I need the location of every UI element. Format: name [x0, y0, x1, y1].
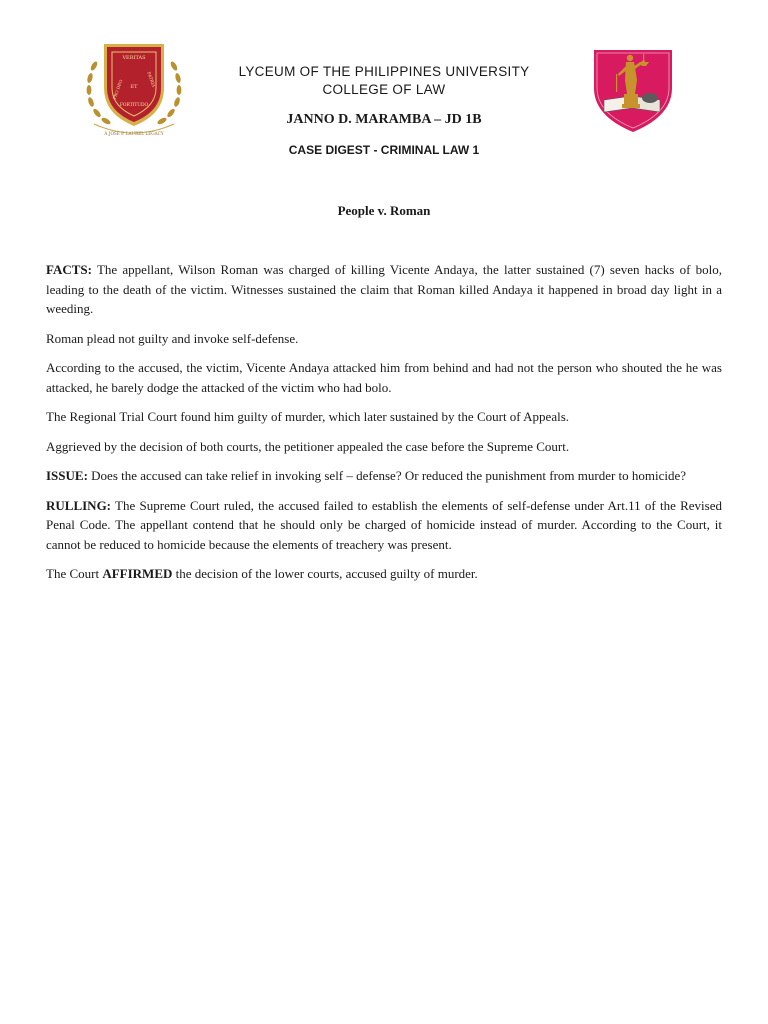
plea-text: Roman plead not guilty and invoke self-defense.: [46, 330, 299, 346]
disposition-suffix: the decision of the lower courts, accused guilty of murder.: [172, 566, 478, 581]
ruling-label: RULLING:: [46, 497, 112, 513]
accused-account-text: According to the accused, the victim, Vicente Andaya attacked him from behind and had not the person who shouted the he was attacked, he barely dodge the attacked of the victim who had bolo.: [46, 360, 722, 395]
university-name: LYCEUM OF THE PHILIPPINES UNIVERSITY: [238, 64, 530, 79]
digest-label: CASE DIGEST - CRIMINAL LAW 1: [288, 143, 480, 157]
paragraph-facts: [46, 260, 722, 319]
college-name: COLLEGE OF LAW: [322, 82, 446, 97]
svg-text:PRO DEO: PRO DEO: [111, 78, 124, 101]
facts-text: The appellant, Wilson Roman was charged of killing Vicente Andaya, the latter sustained (7) seven hacks of bolo, leading to the death of the victim. Witnesses sustained the claim that Roman killed Andaya it happened in broad day light in a weeding.: [46, 262, 722, 316]
paragraph-ruling: [46, 496, 722, 555]
appeal-text: Aggrieved by the decision of both courts, the petitioner appealed the case before the Supreme Court.: [46, 438, 570, 454]
document-header: [0, 0, 768, 230]
paragraph-accused-account: [46, 358, 722, 397]
paragraph-issue: [46, 466, 722, 486]
author-name: JANNO D. MARAMBA – JD 1B: [286, 112, 482, 127]
lady-justice-shield-icon: [590, 46, 676, 134]
svg-text:VERITAS: VERITAS: [122, 55, 146, 61]
svg-text:FORTITUDO: FORTITUDO: [119, 103, 149, 108]
svg-text:ET: ET: [130, 84, 138, 90]
rtc-text: The Regional Trial Court found him guilty of murder, which later sustained by the Court of Appeals.: [46, 409, 570, 424]
facts-label: FACTS:: [46, 262, 92, 277]
issue-text: Does the accused can take relief in invoking self – defense? Or reduced the punishment from murder to homicide?: [87, 468, 687, 483]
case-title: People v. Roman: [337, 203, 431, 218]
issue-label: ISSUE:: [46, 468, 88, 483]
svg-text:PATRIA: PATRIA: [146, 71, 157, 88]
paragraph-rtc: [46, 407, 722, 427]
disposition-prefix: The Court: [46, 566, 103, 581]
ruling-text: The Supreme Court ruled, the accused failed to establish the elements of self-defense under Art.11 of the Revised Penal Code. The appellant contend that he should only be charged of homicide instead of murder. According to the Court, it cannot be reduced to homicide because the elements of treachery was present.: [46, 497, 722, 552]
disposition-emphasis: AFFIRMED: [102, 566, 173, 581]
paragraph-appeal: [46, 437, 722, 457]
case-body: [46, 260, 722, 594]
paragraph-disposition: [46, 564, 722, 584]
paragraph-plea: [46, 329, 722, 349]
svg-text:A JOSE P. LAUREL LEGACY: A JOSE P. LAUREL LEGACY: [104, 131, 164, 136]
